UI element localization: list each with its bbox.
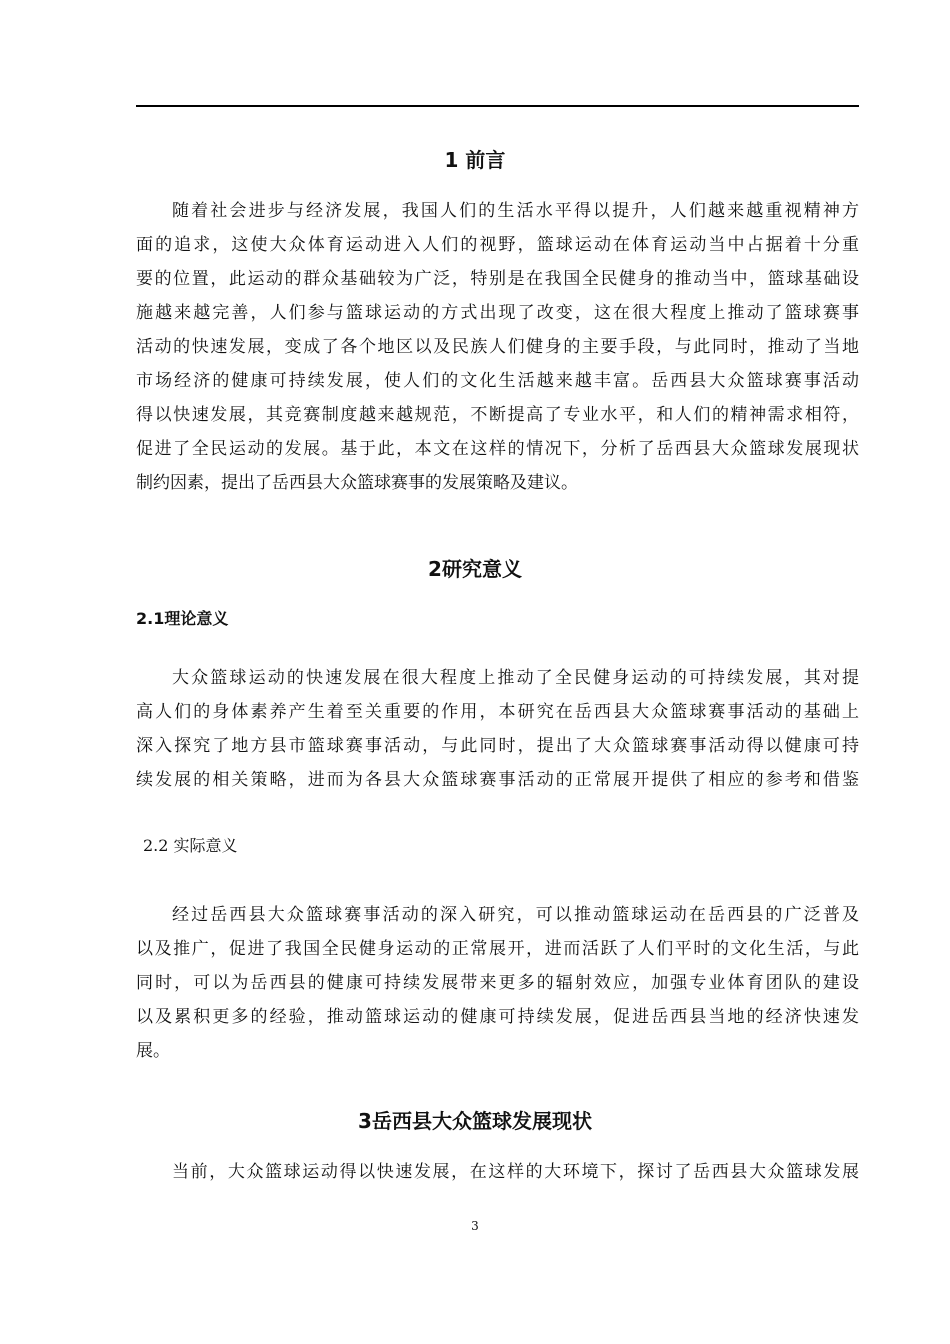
paragraph-line: 随着社会进步与经济发展，我国人们的生活水平得以提升，人们越来越重视精神方 — [172, 201, 859, 221]
section2-heading: 2研究意义 — [428, 557, 522, 581]
paragraph-line: 续发展的相关策略，进而为各县大众篮球赛事活动的正常展开提供了相应的参考和借鉴 — [136, 770, 859, 790]
section1-paragraph — [136, 194, 859, 500]
paragraph-line: 展。 — [136, 1041, 170, 1061]
paragraph-line: 经过岳西县大众篮球赛事活动的深入研究，可以推动篮球运动在岳西县的广泛普及 — [172, 905, 859, 925]
page-number: 3 — [471, 1219, 479, 1233]
section2-1-paragraph — [136, 661, 859, 797]
section1-heading: 1 前言 — [444, 148, 506, 172]
paragraph-line: 施越来越完善，人们参与篮球运动的方式出现了改变，这在很大程度上推动了篮球赛事 — [136, 303, 859, 323]
paragraph-line: 高人们的身体素养产生着至关重要的作用，本研究在岳西县大众篮球赛事活动的基础上 — [136, 702, 859, 722]
paragraph-line: 深入探究了地方县市篮球赛事活动，与此同时，提出了大众篮球赛事活动得以健康可持 — [136, 736, 859, 756]
paragraph-line: 同时，可以为岳西县的健康可持续发展带来更多的辐射效应，加强专业体育团队的建设 — [136, 973, 859, 993]
paragraph-line: 促进了全民运动的发展。基于此，本文在这样的情况下，分析了岳西县大众篮球发展现状 — [136, 439, 859, 459]
section3-heading: 3岳西县大众篮球发展现状 — [358, 1109, 592, 1133]
paragraph-line: 活动的快速发展，变成了各个地区以及民族人们健身的主要手段，与此同时，推动了当地 — [136, 337, 859, 357]
paragraph-line: 制约因素，提出了岳西县大众篮球赛事的发展策略及建议。 — [136, 473, 578, 493]
paragraph-line: 以及推广，促进了我国全民健身运动的正常展开，进而活跃了人们平时的文化生活，与此 — [136, 939, 859, 959]
paragraph-line: 当前，大众篮球运动得以快速发展，在这样的大环境下，探讨了岳西县大众篮球发展 — [172, 1162, 859, 1182]
section2-1-heading: 2.1理论意义 — [136, 609, 229, 628]
header-rule — [136, 105, 859, 107]
paragraph-line: 市场经济的健康可持续发展，使人们的文化生活越来越丰富。岳西县大众篮球赛事活动 — [136, 371, 859, 391]
paragraph-line: 以及累积更多的经验，推动篮球运动的健康可持续发展，促进岳西县当地的经济快速发 — [136, 1007, 859, 1027]
paragraph-line: 要的位置，此运动的群众基础较为广泛，特别是在我国全民健身的推动当中，篮球基础设 — [136, 269, 859, 289]
paragraph-line: 面的追求，这使大众体育运动进入人们的视野，篮球运动在体育运动当中占据着十分重 — [136, 235, 859, 255]
section3-paragraph — [136, 1155, 859, 1189]
section2-2-paragraph — [136, 898, 859, 1068]
paragraph-line: 得以快速发展，其竞赛制度越来越规范，不断提高了专业水平，和人们的精神需求相符， — [136, 405, 859, 425]
paragraph-line: 大众篮球运动的快速发展在很大程度上推动了全民健身运动的可持续发展，其对提 — [172, 668, 859, 688]
section2-2-heading: 2.2 实际意义 — [143, 836, 238, 855]
